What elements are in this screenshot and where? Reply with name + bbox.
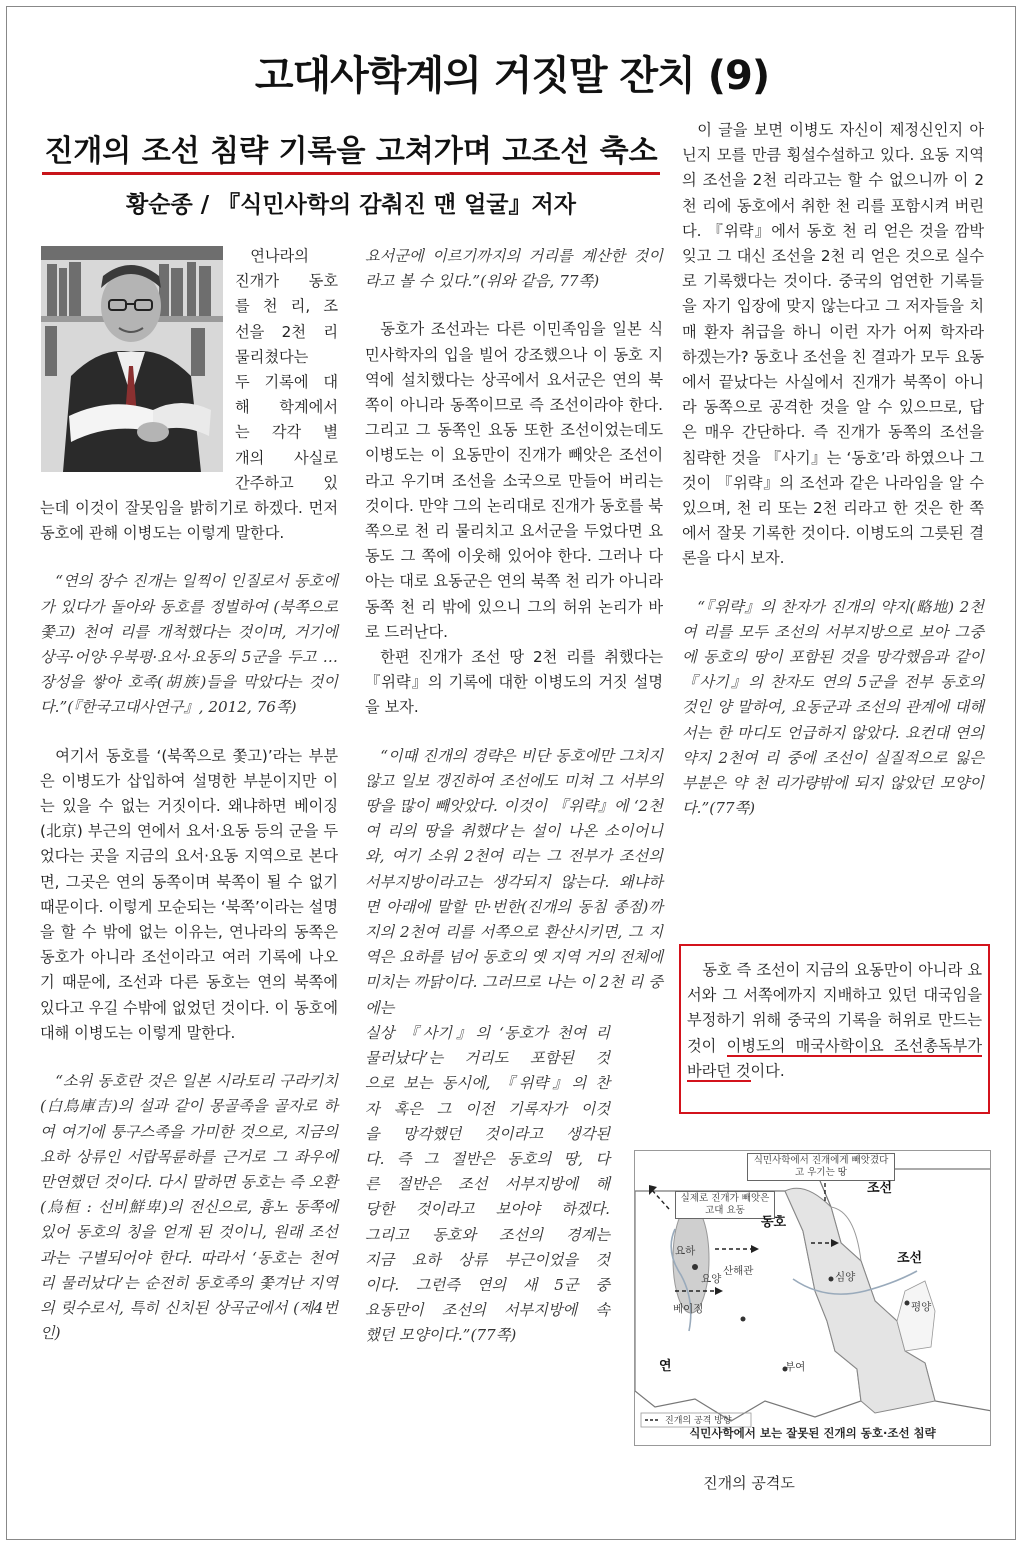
map-label-place: 요하 (675, 1245, 696, 1257)
attack-map (634, 1150, 991, 1446)
highlight-text-b: 이다. (750, 1061, 785, 1080)
wrap-line: 물리쳤다는 (235, 347, 309, 366)
map-label-yeon: 연 (659, 1359, 672, 1374)
quote-line: 요동만이 조선의 서부지방에 속 (365, 1301, 610, 1320)
wrap-lines (40, 244, 338, 496)
figure-caption: 진개의 공격도 (703, 1474, 795, 1492)
quote-line: 물러났다’는 거리도 포함된 것 (365, 1049, 610, 1068)
quote-line: 른 절반은 조선 서부지방에 해 (365, 1175, 610, 1194)
series-masthead: 고대사학계의 거짓말 잔치 (9) (254, 53, 770, 99)
map-label-place: 베이징 (673, 1303, 704, 1315)
map-label-place: 부여 (785, 1361, 806, 1373)
map-label-donghu: 동호 (761, 1215, 787, 1230)
quote-line: 이다. 그런즉 연의 새 5군 중 (365, 1275, 610, 1294)
map-label-place: 요양 (701, 1273, 722, 1285)
headline-underline (42, 172, 660, 175)
map-label-joseon-north: 조선 (867, 1181, 893, 1196)
map-inner-caption: 식민사학에서 보는 잘못된 진개의 동호·조선 침략 (689, 1426, 936, 1440)
map-label-place: 심양 (835, 1271, 856, 1283)
quote: “『위략』의 찬자가 진개의 약지(略地) 2천여 리를 모두 조선의 서부지방으로 보아 그중에 동호의 땅이 포함된 것을 망각했음과 같이 『사기』의 찬자도 연의 5군을 전부 동호의 것인 양 말하여, 요동군과 조선의 관계에 대해서는 한 마디도 언급하지 않았다. 요컨대 연의 약지 2천여 리 중에 조선이 실질적으로 잃은 부분은 약 천 리가량밖에 되지 않았던 모양이다.”(77쪽) (682, 597, 984, 818)
quote: “연의 장수 진개는 일찍이 인질로서 동호에 가 있다가 돌아와 동호를 정벌하여 (북쪽으로 쫓고) 천여 리를 개척했다는 것이며, 거기에 상곡·어양·우북평·요서·요동의 5군을 두고 … 장성을 쌓아 호족(胡族)들을 막았다는 것이다.”(『한국고대사연구』, 2012, 76쪽) (40, 572, 338, 717)
paragraph: 동호가 조선과는 다른 이민족임을 일본 식민사학자의 입을 빌어 강조했으나 이 동호 지역에 설치했다는 상곡에서 요서군은 연의 북쪽이 아니라 동쪽이므로 즉 조선이라야 한다. 그리고 그 동쪽인 요동 또한 조선이었는데도 이병도는 이 요동만이 진개가 빼앗은 조선이라고 우기며 조선을 소국으로 만들어 버리는 것이다. 만약 그의 논리대로 진개가 동호를 북쪽으로 천 리 물리치고 요서군을 두었다면 요동도 그 쪽에 이웃해 있어야 한다. 그러나 다 아는 대로 요동군은 연의 북쪽 천 리가 아니라 동쪽 천 리 밖에 있으니 그의 허위 논리가 바로 드러난다. (365, 320, 663, 641)
quote-tail (365, 1021, 610, 1349)
paragraph: 는데 이것이 잘못임을 밝히기로 하겠다. 먼저 동호에 관해 이병도는 이렇게 말한다. (40, 499, 338, 543)
wrap-line: 는 각각 별 (235, 423, 338, 442)
column-2 (365, 244, 663, 1349)
map-label-place: 산해관 (723, 1265, 754, 1277)
map-label-place: 평양 (911, 1301, 932, 1313)
quote-line: 자 혹은 그 이전 기록자가 이것 (365, 1099, 610, 1118)
wrap-line: 간주하고 있 (235, 473, 338, 492)
quote-line: 당한 것이라고 보아야 하겠다. (365, 1200, 610, 1219)
column-1 (40, 244, 338, 1346)
wrap-line: 해 학계에서 (235, 398, 338, 417)
quote-line: 했던 모양이다.”(77쪽) (365, 1326, 517, 1345)
map-label-real-liaodong: 실제로 진개가 빼앗은 고대 요동 (675, 1191, 775, 1219)
article-headline: 진개의 조선 침략 기록을 고쳐가며 고조선 축소 (44, 134, 658, 169)
paragraph: 이 글을 보면 이병도 자신이 제정신인지 아닌지 모를 만큼 횡설수설하고 있다. 요동 지역의 조선을 2천 리라고는 할 수 없으니까 이 2천 리에 동호에서 취한 천 리를 포함시켜 버린다. 『위략』에서 동호 천 리 얻은 것을 깜박 잊고 그 대신 조선을 2천 리 얻은 것으로 실수로 기록했다는 것이다. 중국의 엄연한 기록들을 자기 입장에 맞지 않는다고 그 저자들을 치매 환자 취급을 하니 이런 자가 어찌 학자라 하겠는가? 동호나 조선을 친 결과가 모두 요동에서 끝났다는 사실에서 진개가 북쪽이 아니라 동쪽으로 공격한 것을 알 수 있으므로, 답은 매우 간단하다. 즉 진개가 동쪽의 조선을 침략한 것을 『사기』는 ‘동호’라 하였으나 그것이 『위략』의 조선과 같은 나라임을 알 수 있으며, 천 리 또는 2천 리라고 한 것은 한 쪽에서 잘못 기록한 것이다. 이병도의 그릇된 결론을 다시 보자. (682, 121, 984, 568)
highlight-box (679, 944, 990, 1114)
quote-line: 으로 보는 동시에, 『위략』의 찬 (365, 1074, 610, 1093)
quote-line: 을 망각했던 것이라고 생각된 (365, 1124, 610, 1143)
wrap-line: 선을 2천 리 (235, 322, 338, 341)
paragraph: 한편 진개가 조선 땅 2천 리를 취했다는 『위략』의 기록에 대한 이병도의 거짓 설명을 보자. (365, 648, 663, 717)
highlight-text (687, 958, 982, 1084)
map-legend: 진개의 공격 방향 (665, 1416, 732, 1426)
quote: “소위 동호란 것은 일본 시라토리 구라키치(白鳥庫吉)의 설과 같이 몽골족을 골자로 하여 여기에 퉁구스족을 가미한 것으로, 지금의 요하 상류인 서랍목륜하를 근거로 그 좌우에 만연했던 것이다. 다시 말하면 동호는 즉 오환(烏桓 : 선비鮮卑)의 전신으로, 흉노 동쪽에 있어 동호의 칭을 얻게 된 것이니, 원래 조선과는 구별되어야 한다. 따라서 ‘동호는 천여 리 물러났다’는 순전히 동호족의 쫓겨난 지역의 릿수로서, 특히 신치된 상곡군에서 (제4번인) (40, 1072, 338, 1343)
author-byline: 황순종 / 『식민사학의 감춰진 맨 얼굴』저자 (126, 192, 576, 218)
map-label-joseon-east: 조선 (897, 1251, 923, 1266)
quote-line: 지금 요하 상류 부근이었을 것 (365, 1250, 610, 1269)
highlight-text-a: 동호 즉 조선이 지금의 요동만이 아니라 요서와 그 서쪽에까지 지배하고 있던 대국임을 부정하기 위해 중국의 기록을 허위로 만드는 것이 (687, 961, 982, 1055)
underlined-phrase: 이병도의 매국사학이요 조선총독부가 바라던 것 (687, 1036, 982, 1080)
wrap-line: 를 천 리, 조 (235, 297, 338, 316)
wrap-line: 진개가 동호 (235, 272, 338, 291)
quote-line: 실상 『사기』의 ‘동호가 천여 리 (365, 1023, 610, 1042)
column-3 (682, 118, 984, 821)
quote: “이때 진개의 경략은 비단 동호에만 그치지 않고 일보 갱진하여 조선에도 미쳐 그 서부의 땅을 많이 빼앗았다. 이것이 『위략』에 ‘2천여 리의 땅을 취했다’는 설이 나온 소이어니와, 여기 소위 2천여 리는 그 전부가 조선의 서부지방이라고는 생각되지 않는다. 왜냐하면 아래에 말할 만·번한(진개의 동침 종점)까지의 2천여 리를 서쪽으로 환산시키면, 그 지역은 요하를 넘어 동호의 옛 지역 거의 전체에 미치는 까닭이다. 그러므로 나는 이 2천 리 중에는 (365, 746, 663, 1017)
quote-line: 그리고 동호와 조선의 경계는 (365, 1225, 610, 1244)
paragraph: 여기서 동호를 ‘(북쪽으로 쫓고)’라는 부분은 이병도가 삽입하여 설명한 부분이지만 이는 있을 수 없는 거짓이다. 왜냐하면 베이징(北京) 부근의 연에서 요서·요동 등의 군을 두었다는 곳을 지금의 요서·요동 지역으로 본다면, 그곳은 연의 동쪽이며 북쪽이 될 수 없기 때문이다. 이렇게 모순되는 ‘북쪽’이라는 설명을 할 수 밖에 없는 이유는, 연나라의 동쪽은 동호가 아니라 조선이라고 여러 기록에 나오기 때문에, 조선과 다른 동호는 연의 북쪽에 있다고 우길 수밖에 없었던 것이다. 이 동호에 대해 이병도는 이렇게 말한다. (40, 746, 338, 1042)
quote-continuation: 요서군에 이르기까지의 거리를 계산한 것이라고 볼 수 있다.”(위와 같음, 77쪽) (365, 247, 663, 291)
wrap-line: 개의 사실로 (235, 448, 338, 467)
wrap-line: 연나라의 (250, 247, 309, 265)
map-label-colonial-land: 식민사학에서 진개에게 빼앗겼다고 우기는 땅 (747, 1153, 895, 1181)
quote-line: 다. 즉 그 절반은 동호의 땅, 다 (365, 1149, 610, 1168)
wrap-line: 두 기록에 대 (235, 373, 338, 392)
